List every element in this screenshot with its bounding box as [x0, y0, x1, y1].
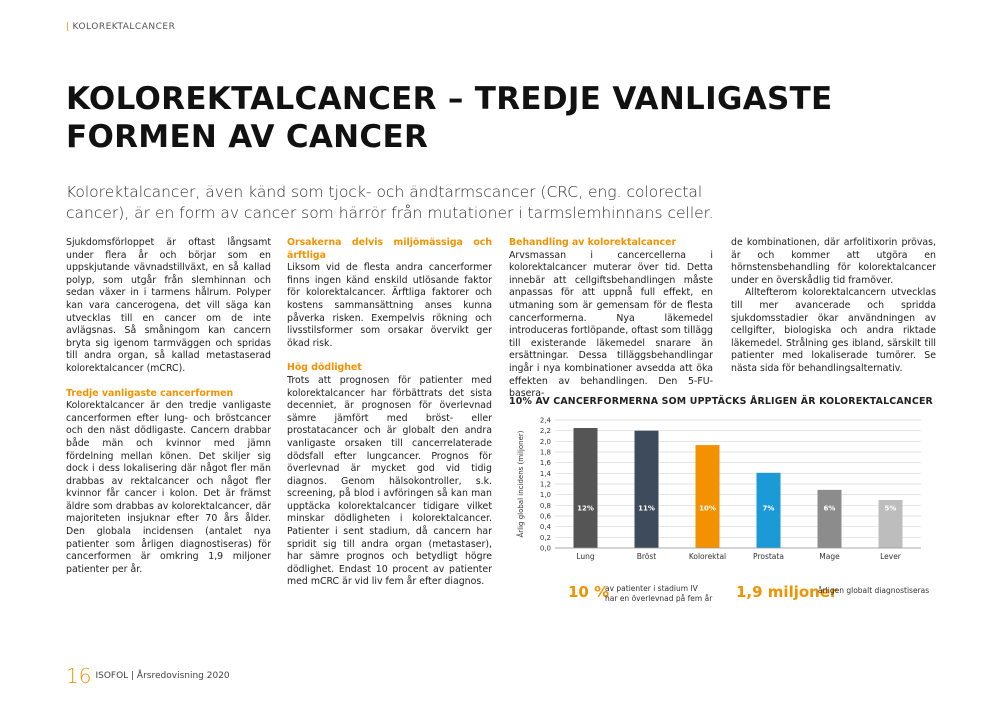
subheading: Orsakerna delvis miljömässiga och ärftliga — [287, 237, 492, 261]
y-tick-label: 0,6 — [539, 512, 551, 521]
subheading: Behandling av kolorektalcancer — [509, 237, 677, 248]
paragraph: de kombinationen, där arfolitixorin prövas, är och kommer att utgöra en hörnstensbehandling för kolorektalcancer under en överskådlig tid framöver. — [731, 237, 936, 286]
paragraph: Liksom vid de flesta andra cancerformer finns ingen känd enskild utlösande faktor för kolorektalcancer. Ärftliga faktorer och kostens sammansättning anses kunna påverka risken. Exempelvis rökning och livsstilsformer som orsakar övervikt ger ökad risk. — [287, 262, 492, 349]
text-column-2 — [287, 237, 492, 589]
page-title: KOLOREKTALCANCER – TREDJE VANLIGASTE FORMEN AV CANCER — [66, 81, 833, 155]
bar-value-label: 11% — [638, 504, 655, 513]
x-tick-label: Lung — [576, 552, 595, 561]
page-footer — [66, 664, 230, 688]
footer-text: ISOFOL | Årsredovisning 2020 — [95, 671, 230, 681]
y-axis-label: Årlig global incidens (miljoner) — [517, 430, 525, 538]
chart-title: 10% AV CANCERFORMERNA SOM UPPTÄCKS ÅRLIGEN ÄR KOLOREKTALCANCER — [509, 396, 933, 407]
text-column-3 — [509, 237, 713, 401]
text-column-4 — [731, 237, 936, 376]
stat-value: 1,9 miljoner — [736, 583, 838, 601]
y-tick-label: 2,0 — [539, 437, 551, 446]
y-tick-label: 0,0 — [539, 544, 551, 553]
stat-text-line: har en överlevnad på fem år — [605, 594, 713, 603]
stat-text-line: av patienter i stadium IV — [605, 584, 698, 593]
bar-mage — [818, 490, 842, 548]
subheading: Hög dödlighet — [287, 362, 362, 374]
y-tick-label: 0,4 — [539, 523, 551, 532]
x-tick-label: Bröst — [636, 552, 657, 561]
x-tick-label: Mage — [819, 552, 840, 561]
y-tick-label: 1,4 — [539, 469, 551, 478]
y-tick-label: 1,0 — [539, 491, 551, 500]
bar-bröst — [635, 431, 659, 548]
x-tick-label: Lever — [880, 552, 901, 561]
section-label-bar: | — [66, 22, 70, 32]
bar-value-label: 6% — [823, 504, 836, 513]
y-tick-label: 1,6 — [539, 459, 551, 468]
stat-text-line: årligen globalt diagnostiseras — [818, 586, 930, 595]
lead-paragraph: Kolorektalcancer, även känd som tjock- och ändtarmscancer (CRC, eng. colorectal cancer), är en form av cancer som härrör från mutationer i tarmslemhinnans celler. — [66, 183, 714, 222]
y-tick-label: 0,2 — [539, 533, 551, 542]
y-tick-label: 2,4 — [539, 416, 551, 425]
paragraph: Arvsmassan i cancercellerna i kolorektalcancer muterar över tid. Detta innebär att cellgiftsbehandlingen måste anpassas för att uppnå full effekt, en utmaning som är gemensam för de flesta cancerformerna. Nya läkemedel introduceras fortlöpande, oftast som tillägg till existerande läkemedel snarare än ersättningar. Dessa tilläggsbehandlingar ingår i nya kombinationer avsedda att öka effekten av behandlingen. Den 5-FU-basera- — [509, 249, 713, 400]
paragraph: Sjukdomsförloppet är oftast långsamt under flera år och börjar som en uppskjutande vävnadstillväxt, en så kallad polyp, som utgår från slemhinnan och sedan växer in i tarmens hålrum. Polyper kan vara cancerogena, det vill säga kan utvecklas till en cancer om de inte avlägsnas. Så småningom kan cancern bryta sig igenom tarmväggen och spridas till andra organ, så kallad metastaserad kolorektalcancer (mCRC). — [66, 237, 271, 374]
stat-survival — [568, 582, 609, 601]
y-tick-label: 2,2 — [539, 427, 551, 436]
y-tick-label: 0,8 — [539, 501, 551, 510]
bar-value-label: 7% — [762, 504, 775, 513]
bar-value-label: 12% — [577, 504, 594, 513]
subheading: Tredje vanligaste cancerformen — [66, 387, 234, 399]
bar-value-label: 10% — [699, 504, 716, 513]
bar-kolorektal — [696, 445, 720, 548]
y-tick-label: 1,2 — [539, 480, 551, 489]
page-number: 16 — [66, 664, 92, 688]
paragraph: Alltefterom kolorektalcancern utvecklas till mer avancerade och spridda sjukdomsstadier ökar användningen av cellgifter, biologiska och andra riktade läkemedel. Strålning ges ibland, särskilt till patienter med lokaliserade tumörer. Se nästa sida för behandlingsalternativ. — [731, 287, 936, 374]
text-column-1 — [66, 237, 271, 576]
stat-incidence-text — [818, 586, 929, 596]
stat-value: 10 % — [568, 583, 610, 601]
x-tick-label: Kolorektal — [688, 552, 727, 561]
incidence-bar-chart — [509, 410, 929, 570]
stat-survival-text — [605, 584, 712, 604]
section-label — [66, 22, 175, 32]
section-label-text: KOLOREKTALCANCER — [72, 22, 176, 32]
x-tick-label: Prostata — [753, 552, 784, 561]
paragraph: Kolorektalcancer är den tredje vanligaste cancerformen efter lung- och bröstcancer och den näst dödligaste. Cancern drabbar både män och kvinnor med jämn fördelning mellan könen. Det skiljer sig dock i dess lokalisering där något fler män drabbas av rektalcancer och något fler kvinnor får cancer i kolon. Det är främst äldre som drabbas av kolorektalcancer, där majoriteten insjuknar efter 70 års ålder. Den globala incidensen (antalet nya patienter som årligen diagnostiseras) för cancerformen är omkring 1,9 miljoner patienter per år. — [66, 400, 271, 575]
bar-lung — [574, 428, 598, 548]
bar-value-label: 5% — [884, 504, 897, 513]
paragraph: Trots att prognosen för patienter med kolorektalcancer har förbättrats det sista decenniet, är prognosen för överlevnad sämre jämfört med bröst- eller prostatacancer och är globalt den andra vanligaste orsaken till cancerrelaterade dödsfall efter lungcancer. Prognos för överlevnad är mycket god vid tidig diagnos. Genom hälsokontroller, s.k. screening, på blod i avföringen så kan man upptäcka kolorektalcancer tidigare vilket minskar dödligheten i kolorektalcancer. Patienter i sent stadium, då cancern har spridit sig till andra organ (metastaser), har sämre prognos och betydligt högre dödlighet. Endast 10 procent av patienter med mCRC är vid liv fem år efter diagnos. — [287, 374, 492, 588]
y-tick-label: 1,8 — [539, 448, 551, 457]
